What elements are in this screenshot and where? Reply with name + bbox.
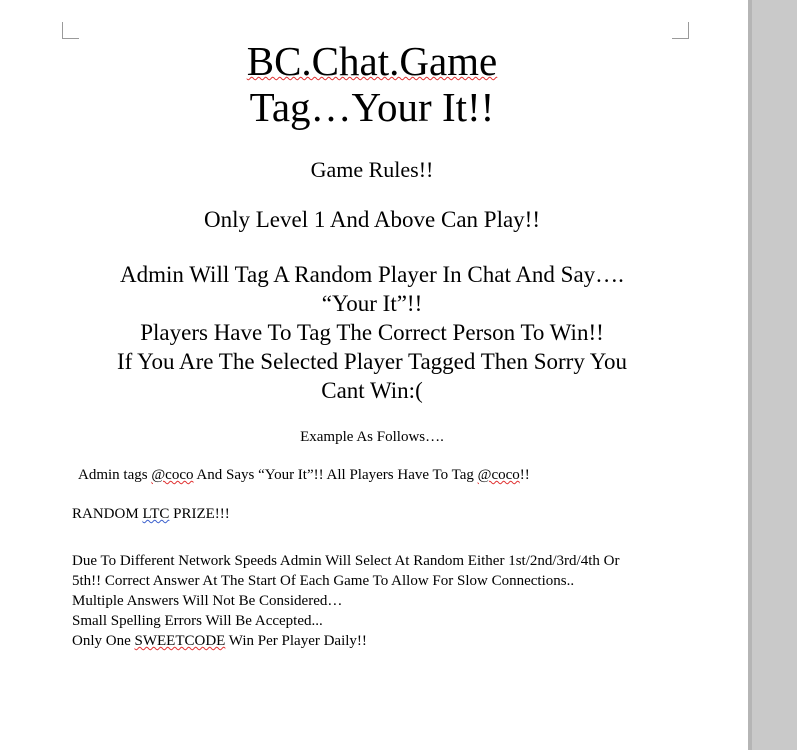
spacer-before-prize — [72, 486, 672, 504]
document-title-line-1-text: BC.Chat.Game — [246, 38, 498, 84]
rule-line-2: “Your It”!! — [321, 291, 423, 316]
spacer-after-example-heading — [72, 447, 672, 465]
example-line-part-2: And Says “Your It”!! All Players Have To Tag — [193, 467, 478, 483]
spacer-before-example — [72, 405, 672, 427]
prize-currency-highlight: LTC — [142, 506, 170, 522]
example-mention-1: @coco — [151, 467, 194, 483]
heading-level-requirement: Only Level 1 And Above Can Play!! — [203, 207, 540, 232]
prize-line-part-1: RANDOM — [72, 506, 143, 522]
final-line-part-2: Win Per Player Daily!! — [225, 633, 367, 649]
rule-line-3: Players Have To Tag The Correct Person To Win!! — [140, 320, 604, 345]
heading-game-rules: Game Rules!! — [310, 157, 434, 182]
note-line-2: 5th!! Correct Answer At The Start Of Each Game To Allow For Slow Connections.. — [72, 573, 575, 589]
document-title-line-1 — [72, 38, 672, 84]
document-content — [72, 38, 672, 651]
page-edge-shadow — [748, 0, 752, 750]
prize-line-part-2: PRIZE!!! — [169, 506, 230, 522]
rule-line-1: Admin Will Tag A Random Player In Chat And Say…. — [120, 262, 624, 287]
example-line — [72, 465, 672, 486]
spacer-after-rules-heading — [72, 184, 672, 206]
note-line-4: Small Spelling Errors Will Be Accepted... — [72, 613, 323, 629]
note-line-3: Multiple Answers Will Not Be Considered… — [72, 593, 343, 609]
rule-line-4: If You Are The Selected Player Tagged Then Sorry You — [116, 349, 628, 374]
example-mention-2: @coco — [477, 467, 520, 483]
final-line-part-1: Only One — [72, 633, 135, 649]
spacer-after-title — [72, 130, 672, 150]
crop-mark-top-right — [672, 22, 689, 39]
note-line-1: Due To Different Network Speeds Admin Will Select At Random Either 1st/2nd/3rd/4th Or — [72, 553, 620, 569]
crop-mark-top-left — [62, 22, 79, 39]
example-line-part-3: !! — [519, 467, 530, 483]
document-title-line-2-text: Tag…Your It!! — [249, 84, 495, 130]
example-line-part-1: Admin tags — [78, 467, 152, 483]
example-heading: Example As Follows…. — [300, 429, 444, 445]
final-line-code-highlight: SWEETCODE — [134, 633, 226, 649]
prize-line — [72, 504, 672, 525]
spacer-after-level-heading — [72, 234, 672, 260]
spacer-before-notes — [72, 525, 672, 551]
final-line — [72, 631, 672, 651]
rule-line-5: Cant Win:( — [321, 378, 423, 403]
document-title-line-2 — [72, 84, 672, 130]
